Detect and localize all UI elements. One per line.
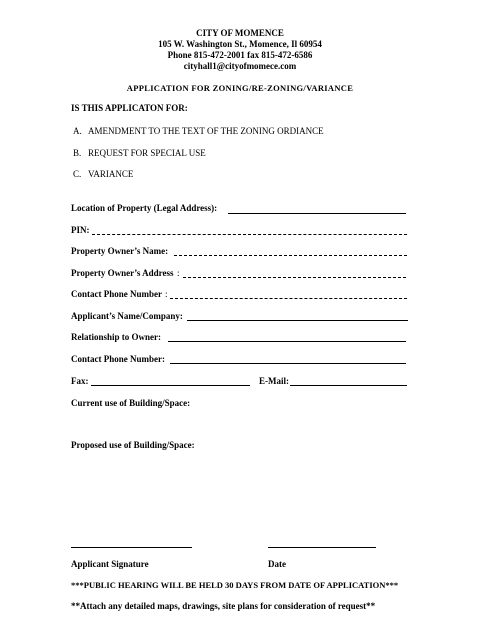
option-label: REQUEST FOR SPECIAL USE bbox=[88, 148, 206, 158]
proposed-use-area[interactable] bbox=[71, 452, 408, 538]
email-input-line[interactable] bbox=[290, 385, 407, 386]
fax-label: Fax: bbox=[71, 376, 89, 386]
date-label: Date bbox=[268, 559, 286, 569]
date-line[interactable] bbox=[268, 547, 376, 548]
contact-phone-2-input-line[interactable] bbox=[170, 363, 406, 364]
applicant-label: Applicant’s Name/Company: bbox=[71, 311, 183, 321]
applicant-signature-label: Applicant Signature bbox=[71, 559, 149, 569]
pin-input-line[interactable] bbox=[92, 234, 407, 235]
owner-name-label: Property Owner’s Name: bbox=[71, 246, 169, 256]
city-email: cityhall1@cityofmomece.com bbox=[183, 61, 297, 71]
city-address: 105 W. Washington St., Momence, Il 60954 bbox=[158, 39, 322, 49]
owner-name-input-line[interactable] bbox=[174, 255, 407, 256]
contact-phone-2-label: Contact Phone Number: bbox=[71, 354, 165, 364]
location-input-line[interactable] bbox=[228, 213, 406, 214]
applicant-signature-line[interactable] bbox=[71, 547, 192, 548]
location-label: Location of Property (Legal Address): bbox=[71, 203, 218, 213]
option-label: AMENDMENT TO THE TEXT OF THE ZONING ORDIANCE bbox=[88, 126, 324, 136]
owner-address-label: Property Owner’s Address bbox=[71, 268, 174, 278]
option-label: VARIANCE bbox=[88, 169, 134, 179]
relationship-input-line[interactable] bbox=[168, 341, 406, 342]
attach-note: **Attach any detailed maps, drawings, site plans for consideration of request** bbox=[71, 601, 376, 611]
applicant-input-line[interactable] bbox=[187, 320, 408, 321]
current-use-label: Current use of Building/Space: bbox=[71, 398, 191, 408]
public-hearing-note: ***PUBLIC HEARING WILL BE HELD 30 DAYS FROM DATE OF APPLICATION*** bbox=[71, 580, 399, 590]
relationship-label: Relationship to Owner: bbox=[71, 332, 161, 342]
city-name: CITY OF MOMENCE bbox=[196, 28, 284, 38]
proposed-use-label: Proposed use of Building/Space: bbox=[71, 440, 195, 450]
city-phone-fax: Phone 815-472-2001 fax 815-472-6586 bbox=[167, 50, 313, 60]
form-title: APPLICATION FOR ZONING/RE-ZONING/VARIANCE bbox=[126, 83, 354, 93]
contact-phone-label: Contact Phone Number bbox=[71, 289, 162, 299]
email-label: E-Mail: bbox=[259, 376, 289, 386]
option-letter: B. bbox=[73, 148, 82, 158]
owner-address-input-line[interactable] bbox=[183, 277, 406, 278]
option-letter: C. bbox=[73, 169, 82, 179]
fax-input-line[interactable] bbox=[91, 385, 250, 386]
application-type-question: IS THIS APPLICATON FOR: bbox=[71, 103, 188, 113]
pin-label: PIN: bbox=[71, 225, 90, 235]
current-use-area[interactable] bbox=[71, 410, 408, 434]
contact-phone-input-line[interactable] bbox=[170, 298, 407, 299]
option-letter: A. bbox=[73, 126, 82, 136]
